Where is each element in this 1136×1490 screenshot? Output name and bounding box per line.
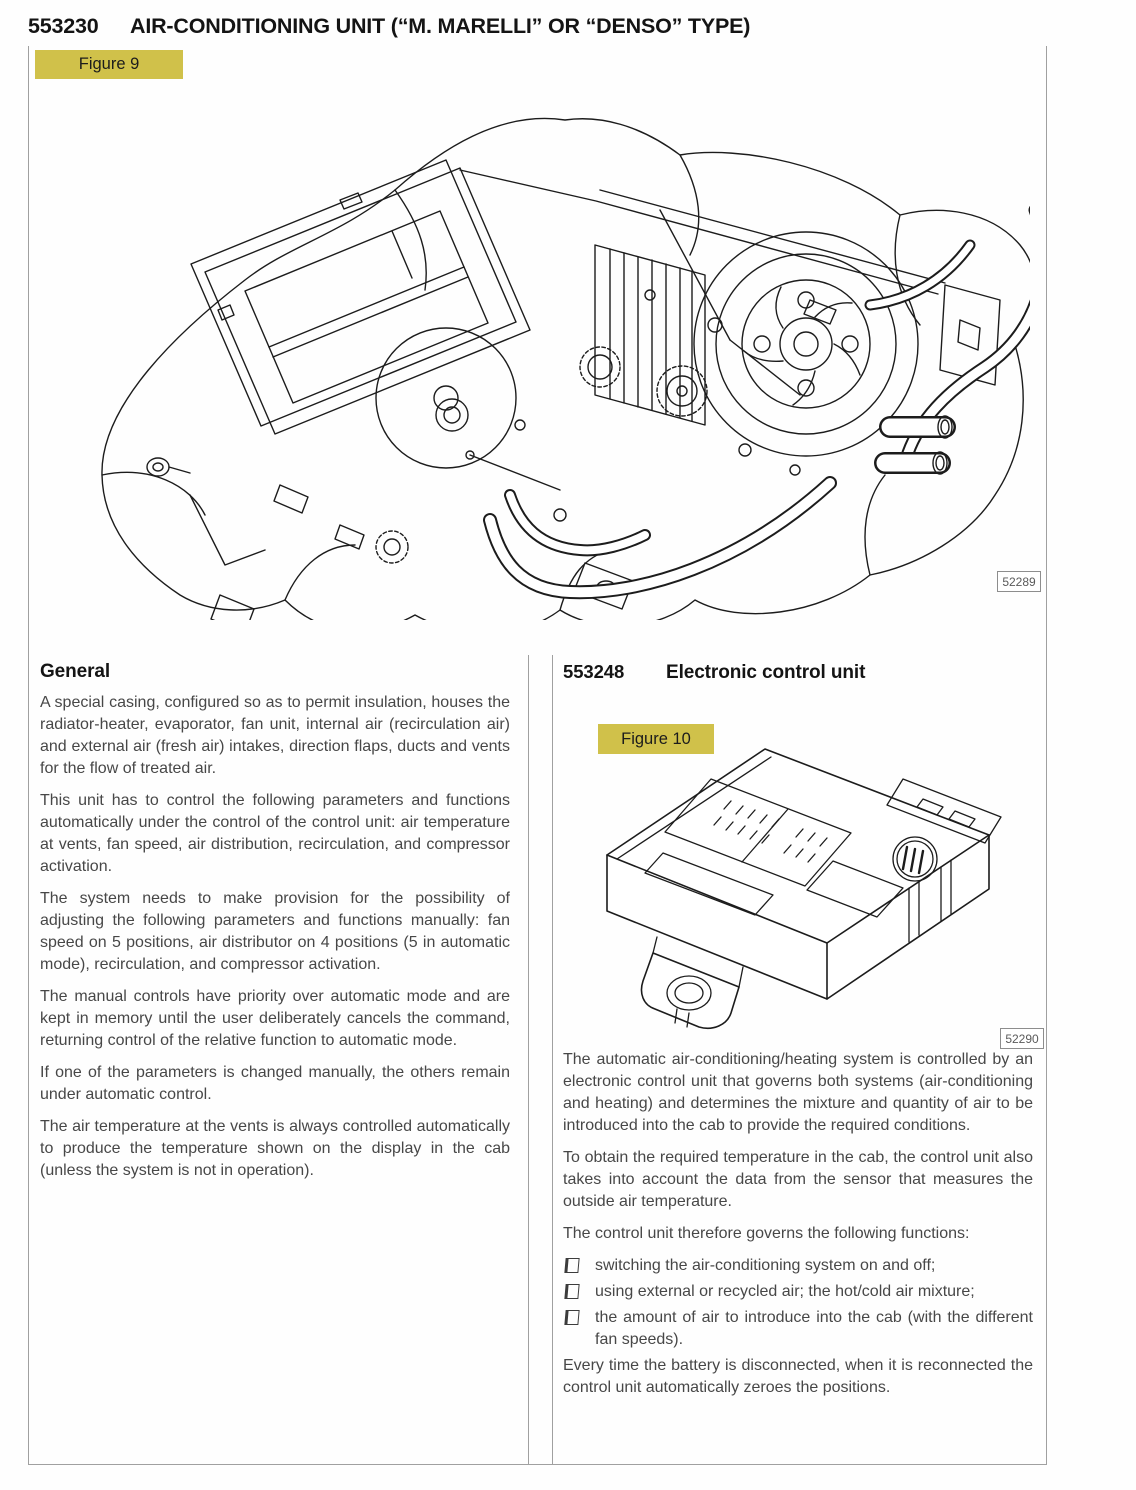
square-bullet-icon [564, 1310, 579, 1325]
list-item-text: switching the air-conditioning system on and off; [595, 1257, 936, 1274]
figure-10-ref-code: 52290 [1005, 1031, 1039, 1046]
figure-9-label-text: Figure 9 [78, 55, 140, 73]
figure-9-ref-code: 52289 [1002, 574, 1036, 589]
column-divider-right [552, 655, 553, 1465]
page-title [28, 14, 750, 39]
general-paragraph-3: The system needs to make provision for the possibility of adjusting the following parameters and functions manually: fan speed on 5 positions, air distributor on 4 positions (5 in automatic mode), recirculation, and compressor activation. [40, 890, 510, 973]
left-border-rule [28, 46, 29, 1465]
figure-9-drawing [40, 95, 1030, 620]
ecu-paragraph-2: To obtain the required temperature in the cab, the control unit also takes into account the data from the sensor that measures the outside air temperature. [563, 1149, 1033, 1210]
general-paragraph-4: The manual controls have priority over automatic mode and are kept in memory until the user deliberately cancels the command, returning control of the relative function to automatic mode. [40, 988, 510, 1049]
ecu-section-number: 553248 [563, 661, 625, 682]
list-item-text: using external or recycled air; the hot/cold air mixture; [595, 1283, 975, 1300]
ecu-section [563, 660, 1039, 1399]
figure-10-ref-box [1000, 1028, 1044, 1049]
general-heading: General [40, 661, 111, 682]
figure-9-ref-box [997, 571, 1041, 592]
ecu-paragraph-3: The control unit therefore governs the following functions: [563, 1225, 970, 1242]
bottom-rule [28, 1464, 1047, 1465]
section-title-text: AIR-CONDITIONING UNIT (“M. MARELLI” OR “DENSO” TYPE) [130, 14, 751, 38]
square-bullet-icon [564, 1284, 579, 1299]
ecu-heading [563, 660, 1033, 685]
ecu-closing-paragraph: Every time the battery is disconnected, when it is reconnected the control unit automatically zeroes the positions. [563, 1357, 1033, 1396]
list-item [565, 1307, 1033, 1351]
general-paragraph-6: The air temperature at the vents is always controlled automatically to produce the temperature shown on the display in the cab (unless the system is not in operation). [40, 1118, 510, 1179]
general-paragraph-2: This unit has to control the following parameters and functions automatically under the control of the control unit: air temperature at vents, fan speed, air distribution, recirculation, and compressor activation. [40, 792, 510, 875]
ecu-functions-list [565, 1255, 1033, 1351]
general-section [40, 660, 510, 1182]
figure-9-label [35, 50, 183, 79]
list-item-text: the amount of air to introduce into the cab (with the different fan speeds). [595, 1309, 1033, 1348]
list-item [565, 1281, 1033, 1303]
ecu-paragraph-1: The automatic air-conditioning/heating system is controlled by an electronic control unit that governs both systems (air-conditioning and heating) and determines the mixture and quantity of air to be introduced into the cab to provide the required conditions. [563, 1051, 1033, 1134]
right-border-rule [1046, 46, 1047, 1465]
general-paragraph-5: If one of the parameters is changed manually, the others remain under automatic control. [40, 1064, 510, 1103]
list-item [565, 1255, 1033, 1277]
section-number: 553230 [28, 14, 99, 38]
figure-10-drawing [593, 741, 1013, 1041]
general-paragraph-1: A special casing, configured so as to permit insulation, houses the radiator-heater, evaporator, fan unit, internal air (recirculation air) and external air (fresh air) intakes, direction flaps, ducts and vents for the flow of treated air. [40, 694, 510, 777]
figure-10-label-text: Figure 10 [621, 729, 691, 748]
ecu-section-title-text: Electronic control unit [666, 662, 866, 683]
column-divider-left [528, 655, 529, 1465]
figure-10-label [598, 724, 714, 754]
square-bullet-icon [564, 1258, 579, 1273]
